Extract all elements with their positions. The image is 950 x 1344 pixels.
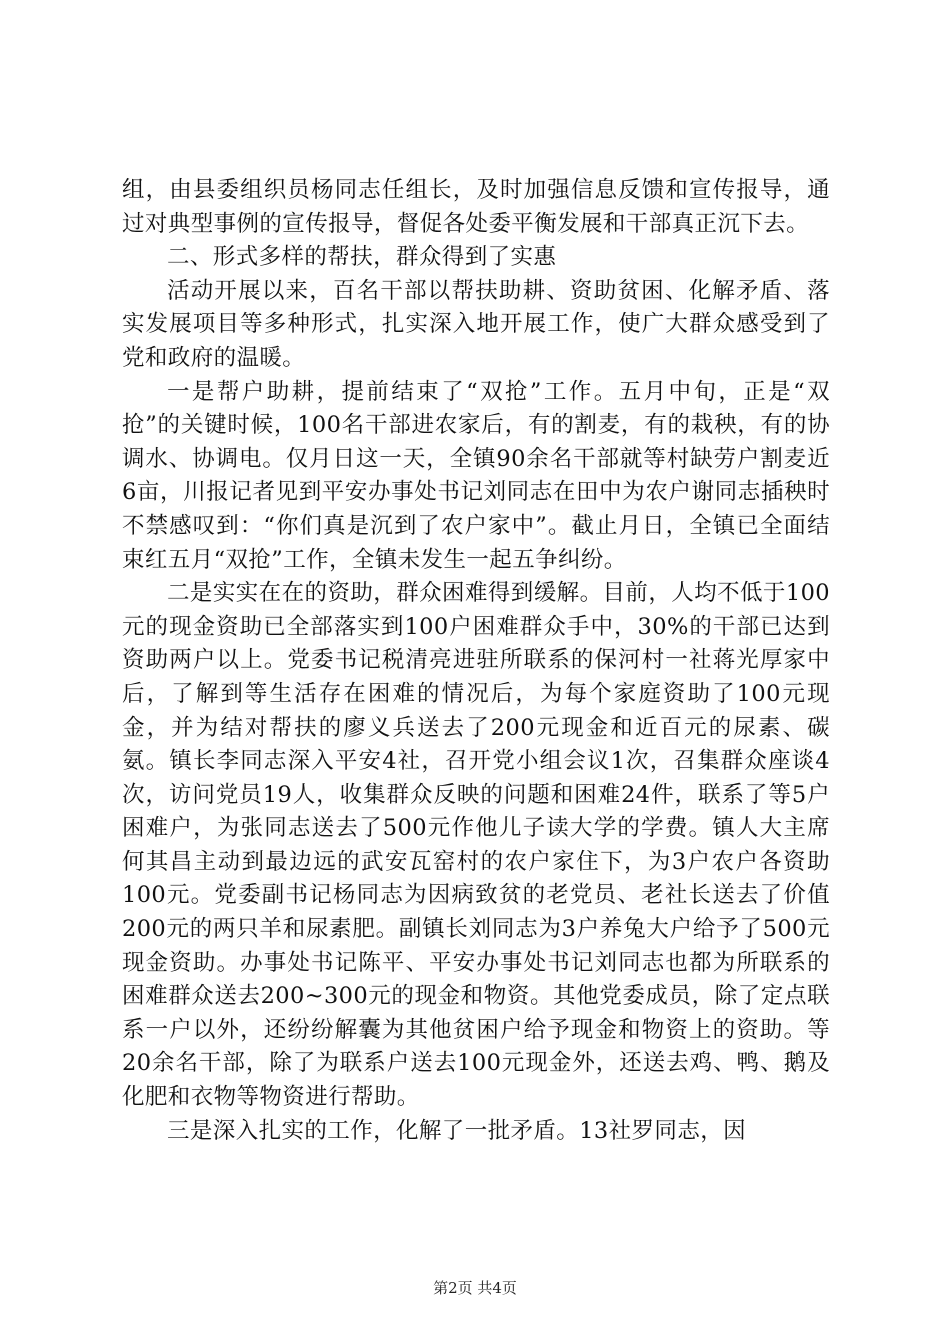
paragraph-item-3: 三是深入扎实的工作，化解了一批矛盾。13社罗同志，因 — [167, 1117, 747, 1144]
paragraph-item-1: 一是帮户助耕，提前结束了“双抢”工作。五月中旬，正是“双抢”的关键时候，100名干部进农家后，有的割麦，有的栽秧，有的协调水、协调电。仅月日这一天，全镇90余名干部就等村缺劳户割麦近6亩，川报记者见到平安办事处书记刘同志在田中为农户谢同志插秧时不禁感叹到：“你们真是沉到了农户家中”。截止月日，全镇已全面结束红五月“双抢”工作，全镇未发生一起五争纠纷。 — [122, 378, 830, 573]
paragraph-item-2: 二是实实在在的资助，群众困难得到缓解。目前，人均不低于100元的现金资助已全部落实到100户困难群众手中，30%的干部已达到资助两户以上。党委书记税清亮进驻所联系的保河村一社蒋光厚家中后，了解到等生活存在困难的情况后，为每个家庭资助了100元现金，并为结对帮扶的廖义兵送去了200元现金和近百元的尿素、碳氨。镇长李同志深入平安4社，召开党小组会议1次，召集群众座谈4次，访问党员19人，收集群众反映的问题和困难24件，联系了等5户困难户，为张同志送去了500元作他儿子读大学的学费。镇人大主席何其昌主动到最边远的武安瓦窑村的农户家住下，为3户农户各资助100元。党委副书记杨同志为因病致贫的老党员、老社长送去了价值200元的两只羊和尿素肥。副镇长刘同志为3户养兔大户给予了500元现金资助。办事处书记陈平、平安办事处书记刘同志也都为所联系的困难群众送去200~300元的现金和物资。其他党委成员，除了定点联系一户以外，还纷纷解囊为其他贫困户给予现金和物资上的资助。等20余名干部，除了为联系户送去100元现金外，还送去鸡、鸭、鹅及化肥和衣物等物资进行帮助。 — [122, 580, 830, 1111]
paragraph-intro: 活动开展以来，百名干部以帮扶助耕、资助贫困、化解矛盾、落实发展项目等多种形式，扎实深入地开展工作，使广大群众感受到了党和政府的温暖。 — [122, 277, 830, 371]
page-footer: 第2页 共4页 — [433, 1279, 517, 1297]
section-heading: 二、形式多样的帮扶，群众得到了实惠 — [167, 244, 557, 271]
document-body — [122, 174, 830, 1148]
paragraph-continuation: 组，由县委组织员杨同志任组长，及时加强信息反馈和宣传报导，通过对典型事例的宣传报导，督促各处委平衡发展和干部真正沉下去。 — [122, 177, 830, 237]
